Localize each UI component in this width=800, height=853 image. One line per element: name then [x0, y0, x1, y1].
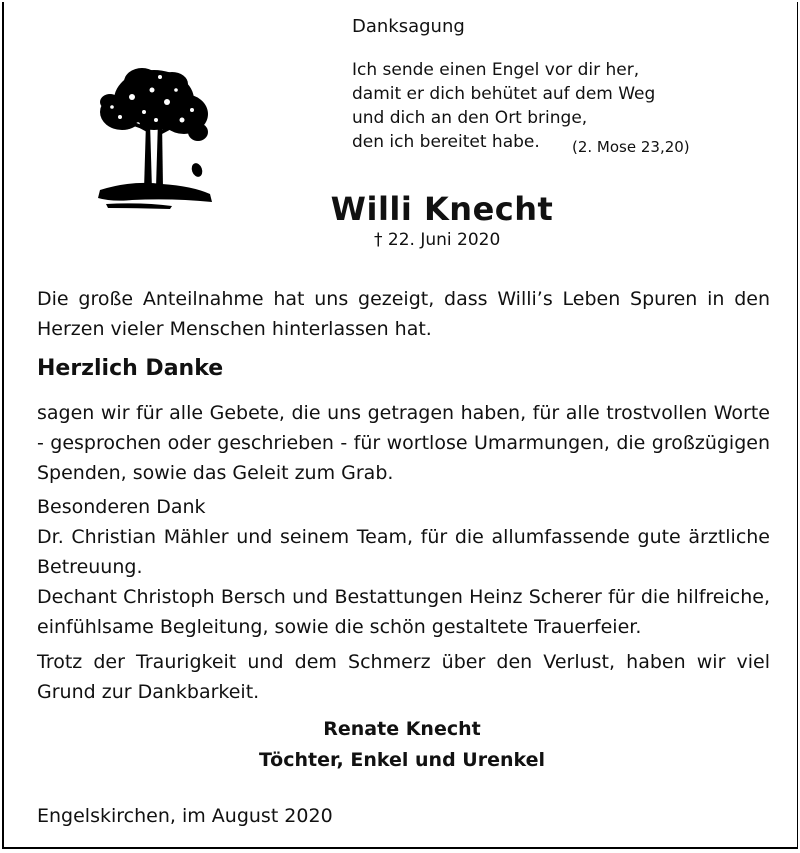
- thanks-heading: Herzlich Danke: [37, 356, 224, 381]
- special-thanks-block: [37, 492, 770, 642]
- verse-line: Ich sende einen Engel vor dir her,: [352, 60, 640, 80]
- signers-block: [4, 714, 800, 776]
- verse-line: damit er dich behütet auf dem Weg: [352, 84, 656, 104]
- closing-paragraph: Trotz der Traurigkeit und dem Schmerz über den Verlust, haben wir viel Grund zur Dankbarkeit.: [37, 651, 770, 703]
- intro-paragraph: Die große Anteilnahme hat uns gezeigt, dass Willi’s Leben Spuren in den Herzen vieler Menschen hinterlassen hat.: [37, 288, 770, 340]
- verse-line: den ich bereitet habe.: [352, 132, 540, 152]
- verse-reference: (2. Mose 23,20): [572, 138, 690, 156]
- verse-line: und dich an den Ort bringe,: [352, 108, 588, 128]
- special-thanks-doctor: Dr. Christian Mähler und seinem Team, für die allumfassende gute ärztliche Betreuung.: [37, 526, 770, 578]
- date-of-death: † 22. Juni 2020: [374, 230, 501, 250]
- thanks-paragraph: sagen wir für alle Gebete, die uns getragen haben, für alle trostvollen Worte - gesprochen oder geschrieben - für wortlose Umarmungen, die großzügigen Spenden, sowie das Geleit zum Grab.: [37, 402, 770, 484]
- place-date: Engelskirchen, im August 2020: [37, 805, 333, 827]
- signer-family: Töchter, Enkel und Urenkel: [258, 749, 546, 771]
- special-thanks-priest: Dechant Christoph Bersch und Bestattungen Heinz Scherer für die hilfreiche, einfühlsame Begleitung, sowie die schön gestaltete Trauerfeier.: [37, 586, 770, 638]
- obituary-card: [2, 2, 798, 849]
- special-thanks-heading: Besonderen Dank: [37, 496, 206, 518]
- notice-title: Danksagung: [352, 16, 465, 37]
- deceased-name: Willi Knecht: [330, 190, 554, 228]
- signer-name: Renate Knecht: [323, 718, 481, 740]
